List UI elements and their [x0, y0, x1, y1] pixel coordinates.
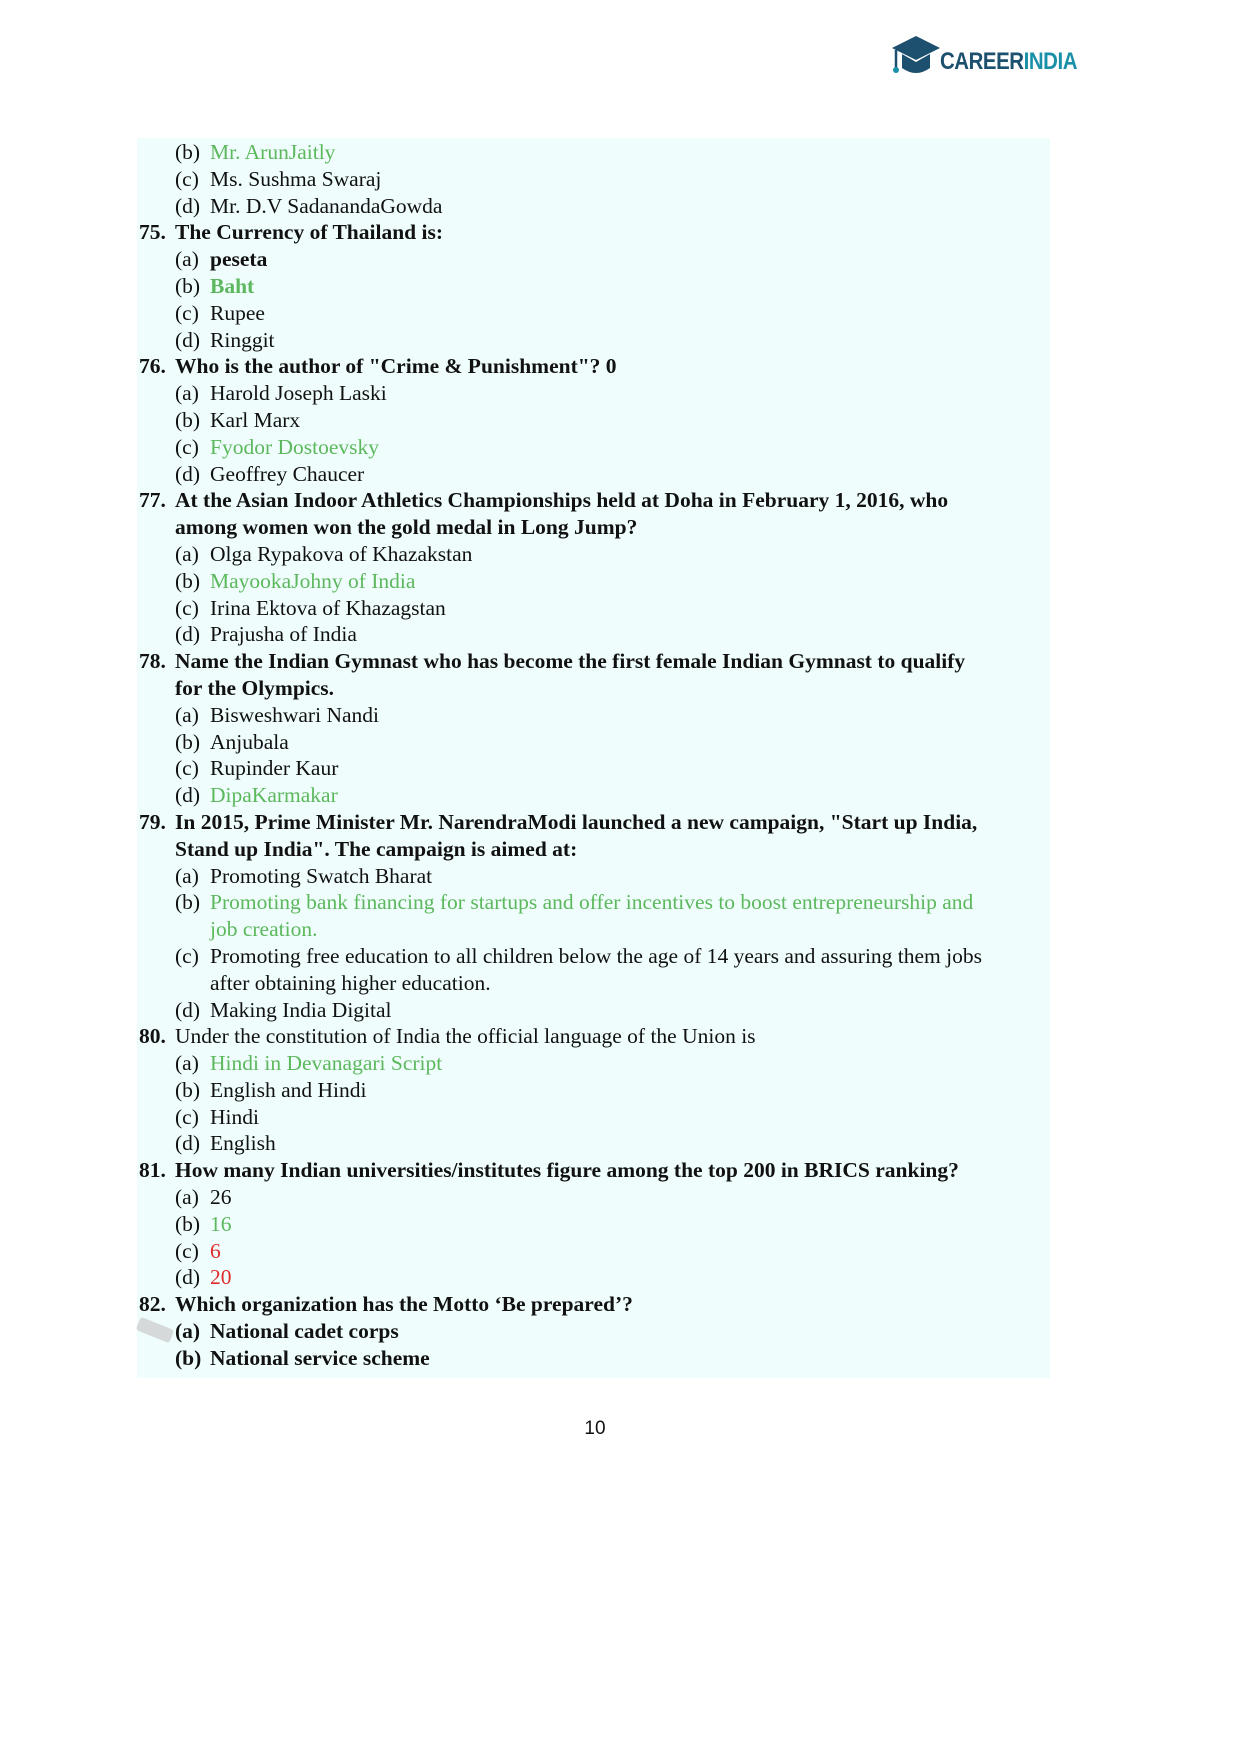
logo-wordmark — [940, 48, 1077, 76]
option-label: (a) — [175, 1185, 199, 1210]
option-text: Geoffrey Chaucer — [210, 461, 365, 486]
option-text: 6 — [210, 1238, 221, 1263]
option-text: 20 — [210, 1265, 232, 1290]
answer-option-continued — [139, 970, 1049, 997]
question-number: 77. — [139, 488, 166, 513]
logo-india: INDIA — [1023, 48, 1078, 75]
question-text: Which organization has the Motto ‘Be prepared’? — [175, 1292, 633, 1317]
answer-option — [139, 461, 1049, 488]
answer-option — [139, 1077, 1049, 1104]
option-text: Olga Rypakova of Khazakstan — [210, 541, 473, 566]
answer-option-continued — [139, 916, 1049, 943]
option-text: Anjubala — [210, 729, 289, 754]
answer-option — [139, 273, 1049, 300]
question-number: 81. — [139, 1158, 166, 1183]
answer-option — [139, 1318, 1049, 1345]
question-number: 80. — [139, 1024, 166, 1049]
option-text: English and Hindi — [210, 1077, 367, 1102]
question-text: for the Olympics. — [175, 675, 335, 700]
option-text: DipaKarmakar — [210, 783, 338, 808]
option-label: (a) — [175, 702, 199, 727]
option-text: Rupinder Kaur — [210, 756, 339, 781]
careerindia-logo — [890, 32, 1080, 84]
option-label: (a) — [175, 1319, 201, 1344]
question-text: Name the Indian Gymnast who has become the first female Indian Gymnast to qualify — [175, 649, 966, 674]
option-text: Bisweshwari Nandi — [210, 702, 379, 727]
option-text: Prajusha of India — [210, 622, 357, 647]
question-text: among women won the gold medal in Long Jump? — [175, 515, 638, 540]
question-line — [139, 1291, 1049, 1318]
question-number: 78. — [139, 649, 166, 674]
option-label: (d) — [175, 622, 201, 647]
question-line-continued — [139, 675, 1049, 702]
question-line — [139, 809, 1049, 836]
answer-option — [139, 434, 1049, 461]
option-text: English — [210, 1131, 276, 1156]
question-number: 75. — [139, 220, 166, 245]
option-label: (d) — [175, 327, 201, 352]
answer-option — [139, 755, 1049, 782]
option-text: Mr. D.V SadanandaGowda — [210, 193, 443, 218]
option-text: Promoting Swatch Bharat — [210, 863, 433, 888]
option-text: Promoting free education to all children below the age of 14 years and assuring them jobs — [210, 943, 982, 968]
option-label: (a) — [175, 381, 199, 406]
page-number: 10 — [584, 1418, 606, 1439]
answer-option — [139, 621, 1049, 648]
option-text: peseta — [210, 247, 268, 272]
logo-career: CAREER — [940, 48, 1024, 75]
question-line — [139, 353, 1049, 380]
question-text: How many Indian universities/institutes figure among the top 200 in BRICS ranking? — [175, 1158, 959, 1183]
option-label: (a) — [175, 247, 199, 272]
option-label: (c) — [175, 943, 199, 968]
answer-option — [139, 943, 1049, 970]
option-text: 16 — [210, 1211, 232, 1236]
answer-option — [139, 139, 1049, 166]
question-text: Under the constitution of India the official language of the Union is — [175, 1024, 756, 1049]
option-text: Harold Joseph Laski — [210, 381, 387, 406]
option-label: (c) — [175, 434, 199, 459]
option-text: 26 — [210, 1185, 232, 1210]
option-label: (b) — [175, 568, 201, 593]
option-label: (c) — [175, 595, 199, 620]
option-label: (b) — [175, 729, 201, 754]
question-line — [139, 1023, 1049, 1050]
option-label: (d) — [175, 783, 201, 808]
option-text: Hindi — [210, 1104, 259, 1129]
answer-option — [139, 782, 1049, 809]
option-text: Ms. Sushma Swaraj — [210, 166, 382, 191]
answer-option — [139, 1211, 1049, 1238]
option-text: National cadet corps — [210, 1319, 399, 1344]
option-text: Rupee — [210, 300, 265, 325]
option-label: (b) — [175, 1211, 201, 1236]
answer-option — [139, 193, 1049, 220]
question-line — [139, 648, 1049, 675]
option-label: (a) — [175, 1051, 199, 1076]
option-label: (b) — [175, 407, 201, 432]
question-line — [139, 219, 1049, 246]
option-text: Mr. ArunJaitly — [210, 140, 336, 164]
answer-option — [139, 889, 1049, 916]
answer-option — [139, 1184, 1049, 1211]
answer-option — [139, 1264, 1049, 1291]
option-label: (d) — [175, 1265, 201, 1290]
option-label: (c) — [175, 300, 199, 325]
option-label: (b) — [175, 890, 201, 915]
answer-option — [139, 863, 1049, 890]
answer-option — [139, 1130, 1049, 1157]
option-label: (b) — [175, 1345, 202, 1370]
option-text: National service scheme — [210, 1345, 430, 1370]
option-label: (d) — [175, 997, 201, 1022]
answer-option — [139, 997, 1049, 1024]
option-label: (d) — [175, 461, 201, 486]
answer-option — [139, 702, 1049, 729]
option-text: Karl Marx — [210, 407, 301, 432]
option-text: Hindi in Devanagari Script — [210, 1051, 443, 1076]
option-text: Ringgit — [210, 327, 275, 352]
question-number: 82. — [139, 1292, 166, 1317]
option-label: (c) — [175, 166, 199, 191]
answer-option — [139, 541, 1049, 568]
question-number: 79. — [139, 809, 166, 834]
answer-option — [139, 729, 1049, 756]
graduation-cap-icon — [890, 32, 940, 80]
option-label: (a) — [175, 863, 199, 888]
answer-option — [139, 300, 1049, 327]
answer-option — [139, 1104, 1049, 1131]
option-text: job creation. — [210, 917, 318, 942]
option-text: MayookaJohny of India — [210, 568, 416, 593]
answer-option — [139, 327, 1049, 354]
question-line-continued — [139, 836, 1049, 863]
option-text: Irina Ektova of Khazagstan — [210, 595, 446, 620]
option-label: (b) — [175, 140, 201, 164]
question-line — [139, 1157, 1049, 1184]
option-label: (b) — [175, 1077, 201, 1102]
question-text: Stand up India". The campaign is aimed at: — [175, 836, 578, 861]
question-line — [139, 487, 1049, 514]
question-line-continued — [139, 514, 1049, 541]
option-label: (d) — [175, 1131, 201, 1156]
option-text: Promoting bank financing for startups and offer incentives to boost entrepreneurship and — [210, 890, 974, 915]
option-label: (c) — [175, 1238, 199, 1263]
answer-option — [139, 166, 1049, 193]
question-text: At the Asian Indoor Athletics Championships held at Doha in February 1, 2016, who — [175, 488, 949, 513]
answer-option — [139, 407, 1049, 434]
answer-option — [139, 1345, 1049, 1372]
option-label: (a) — [175, 541, 199, 566]
option-label: (b) — [175, 273, 201, 298]
answer-option — [139, 246, 1049, 273]
question-text: In 2015, Prime Minister Mr. NarendraModi launched a new campaign, "Start up India, — [175, 809, 978, 834]
option-text: Making India Digital — [210, 997, 392, 1022]
answer-option — [139, 1050, 1049, 1077]
answer-option — [139, 1238, 1049, 1265]
answer-option — [139, 568, 1049, 595]
option-text: after obtaining higher education. — [210, 970, 491, 995]
option-text: Fyodor Dostoevsky — [210, 434, 380, 459]
question-number: 76. — [139, 354, 166, 379]
option-label: (c) — [175, 1104, 199, 1129]
option-label: (c) — [175, 756, 199, 781]
question-list — [139, 139, 1049, 1372]
question-text: The Currency of Thailand is: — [175, 220, 443, 245]
answer-option — [139, 595, 1049, 622]
question-text: Who is the author of "Crime & Punishment"? 0 — [175, 354, 617, 379]
option-text: Baht — [210, 273, 255, 298]
answer-option — [139, 380, 1049, 407]
option-label: (d) — [175, 193, 201, 218]
